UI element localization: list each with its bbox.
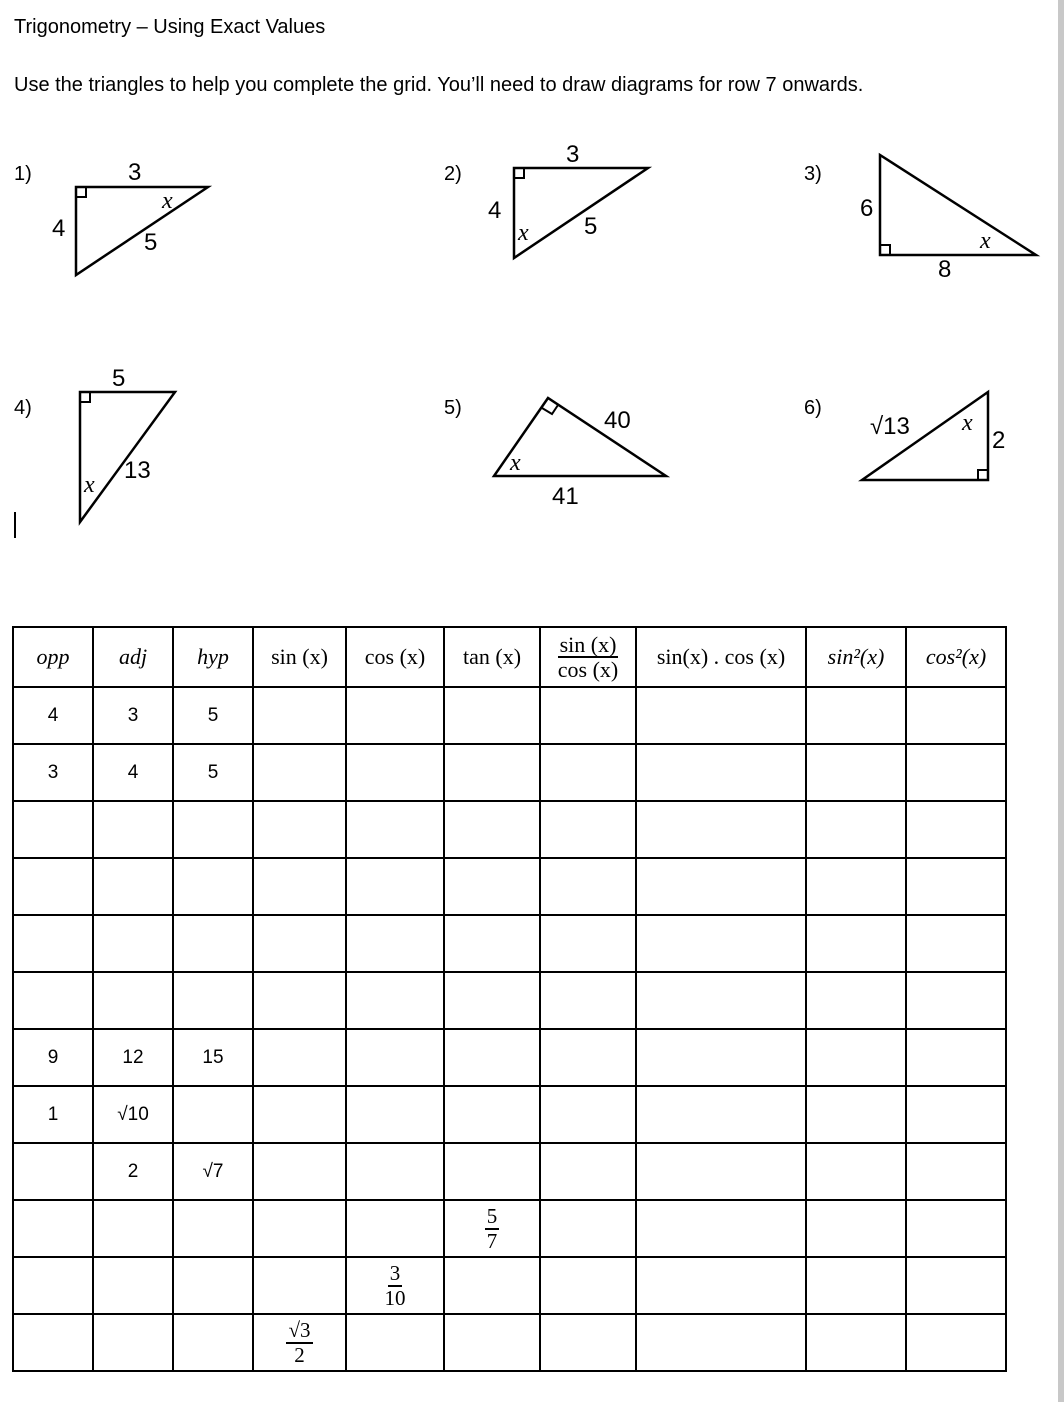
grid-cell[interactable] xyxy=(253,687,346,744)
table-row xyxy=(13,1200,1006,1257)
grid-cell[interactable] xyxy=(540,1314,636,1371)
table-row xyxy=(13,1314,1006,1371)
header-cos-squared: cos²(x) xyxy=(906,627,1006,687)
header-sin-squared: sin²(x) xyxy=(806,627,906,687)
text-cursor xyxy=(14,512,16,538)
grid-cell[interactable] xyxy=(906,687,1006,744)
page-title: Trigonometry – Using Exact Values xyxy=(14,16,326,38)
grid-cell[interactable] xyxy=(636,687,806,744)
grid-cell[interactable] xyxy=(253,1086,346,1143)
grid-cell[interactable] xyxy=(906,1086,1006,1143)
grid-cell[interactable] xyxy=(93,1314,173,1371)
header-cos: cos (x) xyxy=(346,627,444,687)
table-row xyxy=(13,801,1006,858)
angle-label: x xyxy=(518,220,529,246)
grid-cell[interactable] xyxy=(540,915,636,972)
grid-cell[interactable] xyxy=(444,744,540,801)
angle-label: x xyxy=(510,450,521,476)
grid-cell[interactable]: 3 xyxy=(93,687,173,744)
grid-cell[interactable]: 9 xyxy=(13,1029,93,1086)
grid-cell[interactable] xyxy=(173,1257,253,1314)
grid-cell[interactable] xyxy=(540,1143,636,1200)
grid-cell[interactable] xyxy=(540,1200,636,1257)
grid-cell[interactable] xyxy=(253,1257,346,1314)
grid-cell[interactable] xyxy=(253,1314,346,1371)
grid-cell[interactable] xyxy=(346,1314,444,1371)
triangle-3 xyxy=(804,155,1036,283)
grid-cell[interactable] xyxy=(444,687,540,744)
side-label: √13 xyxy=(870,413,910,440)
grid-cell[interactable] xyxy=(806,801,906,858)
grid-cell[interactable] xyxy=(253,858,346,915)
angle-label: x xyxy=(84,472,95,498)
grid-cell[interactable]: 1 xyxy=(13,1086,93,1143)
grid-cell[interactable] xyxy=(173,1200,253,1257)
triangle-number: 1) xyxy=(14,163,32,185)
grid-cell[interactable]: √7 xyxy=(173,1143,253,1200)
grid-cell[interactable] xyxy=(906,972,1006,1029)
side-label: 40 xyxy=(604,407,631,434)
grid-cell[interactable] xyxy=(540,687,636,744)
grid-cell[interactable]: 4 xyxy=(93,744,173,801)
grid-cell[interactable] xyxy=(13,1143,93,1200)
grid-cell[interactable] xyxy=(540,744,636,801)
header-adj: adj xyxy=(93,627,173,687)
triangle-shape xyxy=(514,168,648,258)
side-label: 5 xyxy=(144,229,158,256)
side-label: 4 xyxy=(488,197,502,224)
grid-cell[interactable] xyxy=(173,915,253,972)
right-angle-marker xyxy=(880,245,890,255)
grid-cell[interactable] xyxy=(906,1143,1006,1200)
table-row xyxy=(13,915,1006,972)
grid-cell[interactable] xyxy=(346,801,444,858)
triangle-shape xyxy=(880,155,1036,255)
grid-cell[interactable] xyxy=(806,744,906,801)
grid-cell[interactable] xyxy=(173,1086,253,1143)
grid-cell[interactable] xyxy=(253,801,346,858)
grid-cell[interactable] xyxy=(13,1314,93,1371)
grid-cell[interactable] xyxy=(346,1143,444,1200)
grid-cell[interactable] xyxy=(346,915,444,972)
grid-cell[interactable] xyxy=(93,972,173,1029)
table-row xyxy=(13,1143,1006,1200)
triangle-number: 3) xyxy=(804,163,822,185)
side-label: 5 xyxy=(112,365,126,392)
table-row xyxy=(13,972,1006,1029)
table-row xyxy=(13,1029,1006,1086)
side-label: 3 xyxy=(566,141,580,168)
grid-cell[interactable] xyxy=(906,744,1006,801)
right-angle-marker xyxy=(978,470,988,480)
grid-cell[interactable] xyxy=(806,1314,906,1371)
header-opp: opp xyxy=(13,627,93,687)
grid-cell[interactable] xyxy=(906,858,1006,915)
grid-cell[interactable]: 4 xyxy=(13,687,93,744)
grid-cell[interactable] xyxy=(806,972,906,1029)
grid-cell[interactable] xyxy=(253,744,346,801)
angle-label: x xyxy=(962,410,973,436)
grid-cell[interactable] xyxy=(444,1086,540,1143)
triangle-1 xyxy=(14,159,208,275)
grid-cell[interactable] xyxy=(346,744,444,801)
header-sin-over-cos xyxy=(540,627,636,687)
triangle-diagrams xyxy=(0,0,1064,560)
side-label: 4 xyxy=(52,215,66,242)
grid-cell[interactable] xyxy=(13,972,93,1029)
triangle-5 xyxy=(444,397,666,510)
triangle-number: 6) xyxy=(804,397,822,419)
grid-cell[interactable] xyxy=(636,972,806,1029)
grid-cell[interactable] xyxy=(346,1029,444,1086)
grid-cell[interactable] xyxy=(173,858,253,915)
grid-cell[interactable] xyxy=(806,687,906,744)
grid-cell[interactable] xyxy=(93,858,173,915)
grid-cell[interactable] xyxy=(444,1029,540,1086)
grid-cell[interactable] xyxy=(906,1314,1006,1371)
fraction-numerator: 5 xyxy=(486,1204,498,1229)
grid-body xyxy=(13,687,1006,1371)
fraction-denominator: 7 xyxy=(486,1228,498,1253)
grid-cell[interactable] xyxy=(93,1200,173,1257)
fraction-denominator: 10 xyxy=(384,1285,406,1310)
table-row xyxy=(13,744,1006,801)
grid-cell[interactable] xyxy=(806,1086,906,1143)
fraction-numerator: √3 xyxy=(288,1318,311,1343)
grid-cell[interactable] xyxy=(13,1200,93,1257)
grid-cell[interactable] xyxy=(906,1029,1006,1086)
fraction-denominator: 2 xyxy=(294,1342,305,1367)
triangle-number: 2) xyxy=(444,163,462,185)
grid-cell[interactable]: 2 xyxy=(93,1143,173,1200)
grid-cell[interactable] xyxy=(13,801,93,858)
header-sin-cos-product: sin(x) . cos (x) xyxy=(636,627,806,687)
grid-cell[interactable] xyxy=(540,1029,636,1086)
table-row xyxy=(13,1086,1006,1143)
angle-label: x xyxy=(162,188,173,214)
fraction-numerator: 3 xyxy=(389,1261,401,1286)
grid-cell[interactable] xyxy=(540,1257,636,1314)
triangle-shape xyxy=(76,187,208,275)
grid-cell[interactable] xyxy=(636,1200,806,1257)
grid-cell[interactable] xyxy=(906,1200,1006,1257)
grid-cell[interactable] xyxy=(636,1257,806,1314)
right-angle-marker xyxy=(514,168,524,178)
grid-cell[interactable] xyxy=(13,915,93,972)
grid-cell[interactable] xyxy=(173,972,253,1029)
grid-cell[interactable] xyxy=(93,915,173,972)
grid-cell[interactable] xyxy=(636,744,806,801)
grid-cell[interactable] xyxy=(253,915,346,972)
side-label: 6 xyxy=(860,195,874,222)
grid-cell[interactable] xyxy=(253,972,346,1029)
grid-cell[interactable] xyxy=(906,915,1006,972)
side-label: 13 xyxy=(124,457,151,484)
grid-cell[interactable] xyxy=(806,1143,906,1200)
side-label: 41 xyxy=(552,483,579,510)
grid-cell[interactable]: 5 xyxy=(173,744,253,801)
grid-cell[interactable] xyxy=(253,1143,346,1200)
side-label: 8 xyxy=(938,256,952,283)
grid-cell[interactable] xyxy=(444,1314,540,1371)
triangle-6 xyxy=(804,392,1005,480)
grid-cell[interactable] xyxy=(906,1257,1006,1314)
header-hyp: hyp xyxy=(173,627,253,687)
grid-cell[interactable] xyxy=(346,858,444,915)
header-row xyxy=(13,627,1006,687)
triangle-number: 5) xyxy=(444,397,462,419)
grid-cell[interactable] xyxy=(444,1200,540,1257)
grid-cell[interactable]: 3 xyxy=(13,744,93,801)
grid-cell[interactable] xyxy=(444,1257,540,1314)
grid-cell[interactable] xyxy=(636,1029,806,1086)
grid-cell[interactable] xyxy=(540,858,636,915)
grid-cell[interactable] xyxy=(444,915,540,972)
grid-cell[interactable] xyxy=(13,1257,93,1314)
grid-cell[interactable] xyxy=(540,1086,636,1143)
angle-label: x xyxy=(980,228,991,254)
grid-cell[interactable] xyxy=(806,1200,906,1257)
triangle-4 xyxy=(14,365,175,522)
grid-cell[interactable] xyxy=(636,858,806,915)
right-angle-marker xyxy=(76,187,86,197)
instructions: Use the triangles to help you complete the grid. You’ll need to draw diagrams for row 7 onwards. xyxy=(14,74,864,96)
side-label: 3 xyxy=(128,159,142,186)
grid-cell[interactable]: 5 xyxy=(173,687,253,744)
table-row xyxy=(13,1257,1006,1314)
grid-cell[interactable] xyxy=(93,801,173,858)
grid-cell[interactable]: √10 xyxy=(93,1086,173,1143)
grid-cell[interactable] xyxy=(173,1314,253,1371)
fraction-numerator: sin (x) xyxy=(559,631,617,657)
grid-cell[interactable] xyxy=(540,801,636,858)
grid-cell[interactable] xyxy=(253,1029,346,1086)
grid-cell[interactable] xyxy=(173,801,253,858)
grid-cell[interactable] xyxy=(444,972,540,1029)
grid-cell[interactable] xyxy=(636,915,806,972)
grid-cell[interactable] xyxy=(806,1257,906,1314)
grid-cell[interactable] xyxy=(540,972,636,1029)
right-angle-marker xyxy=(80,392,90,402)
side-label: 5 xyxy=(584,213,598,240)
header-sin: sin (x) xyxy=(253,627,346,687)
right-angle-marker xyxy=(542,405,558,414)
grid-cell[interactable] xyxy=(806,1029,906,1086)
trig-grid xyxy=(12,626,1007,1372)
grid-cell[interactable] xyxy=(346,1200,444,1257)
grid-cell[interactable] xyxy=(806,858,906,915)
grid-cell[interactable] xyxy=(444,1143,540,1200)
grid-cell[interactable] xyxy=(444,858,540,915)
grid-cell[interactable] xyxy=(636,1086,806,1143)
grid-cell[interactable] xyxy=(444,801,540,858)
header-tan: tan (x) xyxy=(444,627,540,687)
grid-cell[interactable]: 15 xyxy=(173,1029,253,1086)
fraction-denominator: cos (x) xyxy=(557,657,619,682)
grid-cell[interactable] xyxy=(636,801,806,858)
grid-cell[interactable] xyxy=(346,972,444,1029)
grid-cell[interactable] xyxy=(13,858,93,915)
side-label: 2 xyxy=(992,427,1006,454)
grid-cell[interactable] xyxy=(906,801,1006,858)
table-row xyxy=(13,687,1006,744)
triangle-2 xyxy=(444,141,648,258)
triangle-number: 4) xyxy=(14,397,32,419)
grid-cell[interactable]: 12 xyxy=(93,1029,173,1086)
grid-cell[interactable] xyxy=(346,1257,444,1314)
grid-cell[interactable] xyxy=(636,1314,806,1371)
grid-cell[interactable] xyxy=(806,915,906,972)
table-row xyxy=(13,858,1006,915)
grid-cell[interactable] xyxy=(253,1200,346,1257)
grid-cell[interactable] xyxy=(636,1143,806,1200)
grid-cell[interactable] xyxy=(346,687,444,744)
grid-cell[interactable] xyxy=(346,1086,444,1143)
grid-cell[interactable] xyxy=(93,1257,173,1314)
